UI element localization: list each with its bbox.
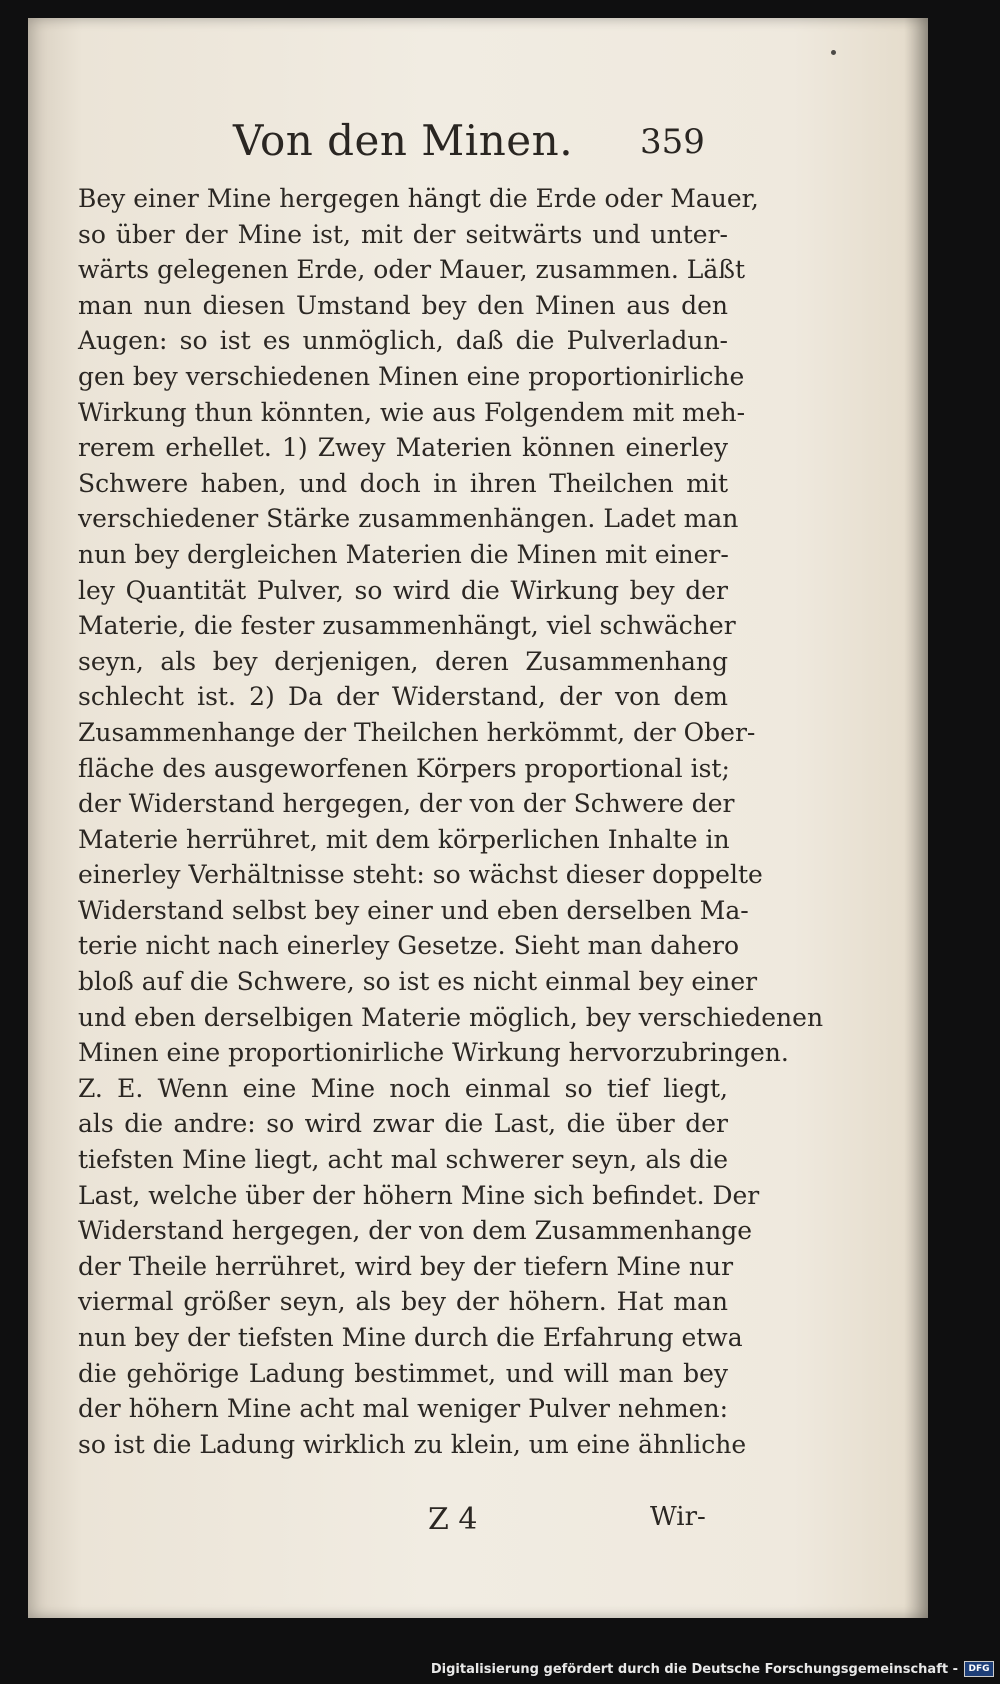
footer-credit: Digitalisierung gefördert durch die Deutsche Forschungsgemeinschaft - — [430, 1661, 958, 1677]
text-line: Materie, die fester zusammenhängt, viel schwächer — [78, 611, 736, 641]
text-line: Minen eine proportionirliche Wirkung hervorzubringen. — [78, 1038, 789, 1068]
footer-credit-bar — [431, 1658, 994, 1680]
text-line: nun bey der tiefsten Mine durch die Erfahrung etwa — [78, 1323, 743, 1352]
text-line: gen bey verschiedenen Minen eine proportionirliche — [78, 361, 745, 391]
text-line: terie nicht nach einerley Gesetze. Sieht man dahero — [78, 931, 740, 961]
dfg-logo-icon — [964, 1661, 994, 1677]
text-line: und eben derselbigen Materie möglich, bey verschiedenen — [78, 1002, 824, 1032]
text-line: so ist die Ladung wirklich zu klein, um eine ähnliche — [78, 1429, 747, 1459]
dfg-logo-text: DFG — [968, 1664, 990, 1674]
text-line: so über der Mine ist, mit der seitwärts und unter- — [78, 219, 728, 249]
text-line: Widerstand selbst bey einer und eben derselben Ma- — [78, 895, 749, 925]
text-line: als die andre: so wird zwar die Last, die über der — [78, 1109, 728, 1139]
text-line: der höhern Mine acht mal weniger Pulver nehmen: — [78, 1394, 728, 1424]
text-line: man nun diesen Umstand bey den Minen aus den — [78, 290, 728, 320]
text-line: der Theile herrühret, wird bey der tiefern Mine nur — [78, 1251, 734, 1281]
text-line: Augen: so ist es unmöglich, daß die Pulverladun- — [78, 326, 728, 356]
text-line: einerley Verhältnisse steht: so wächst dieser doppelte — [78, 860, 763, 890]
text-line: rerem erhellet. 1) Zwey Materien können einerley — [78, 433, 728, 463]
text-line: Last, welche über der höhern Mine sich befindet. Der — [78, 1180, 760, 1210]
text-line: Z. E. Wenn eine Mine noch einmal so tief liegt, — [78, 1073, 728, 1103]
text-line: verschiedener Stärke zusammenhängen. Ladet man — [78, 504, 739, 534]
text-line: fläche des ausgeworfenen Körpers proportional ist; — [78, 753, 730, 783]
signature-mark: Z 4 — [428, 1502, 478, 1537]
text-line: wärts gelegenen Erde, oder Mauer, zusammen. Läßt — [78, 255, 746, 285]
ink-speck — [831, 50, 836, 55]
running-title: Von den Minen. — [233, 116, 574, 165]
text-line: Bey einer Mine hergegen hängt die Erde oder Mauer, — [78, 184, 759, 213]
text-line: tiefsten Mine liegt, acht mal schwerer seyn, als die — [78, 1145, 728, 1175]
book-page — [28, 18, 928, 1618]
text-line: schlecht ist. 2) Da der Widerstand, der von dem — [78, 682, 728, 712]
text-line: die gehörige Ladung bestimmet, und will man bey — [78, 1358, 728, 1388]
text-line: Zusammenhange der Theilchen herkömmt, der Ober- — [78, 717, 756, 747]
text-line: Materie herrühret, mit dem körperlichen Inhalte in — [78, 824, 730, 854]
page-number: 359 — [640, 122, 705, 162]
text-line: ley Quantität Pulver, so wird die Wirkung bey der — [78, 575, 728, 605]
body-text — [78, 181, 824, 1462]
text-line: nun bey dergleichen Materien die Minen mit einer- — [78, 539, 729, 569]
text-line: seyn, als bey derjenigen, deren Zusammenhang — [78, 646, 728, 676]
text-line: der Widerstand hergegen, der von der Schwere der — [78, 789, 735, 819]
text-line: Schwere haben, und doch in ihren Theilchen mit — [78, 468, 728, 498]
text-line: bloß auf die Schwere, so ist es nicht einmal bey einer — [78, 967, 758, 997]
text-line: Widerstand hergegen, der von dem Zusammenhange — [78, 1216, 753, 1246]
text-line: viermal größer seyn, als bey der höhern. Hat man — [78, 1287, 728, 1317]
catchword: Wir- — [650, 1502, 706, 1532]
text-line: Wirkung thun könnten, wie aus Folgendem mit meh- — [78, 397, 746, 427]
